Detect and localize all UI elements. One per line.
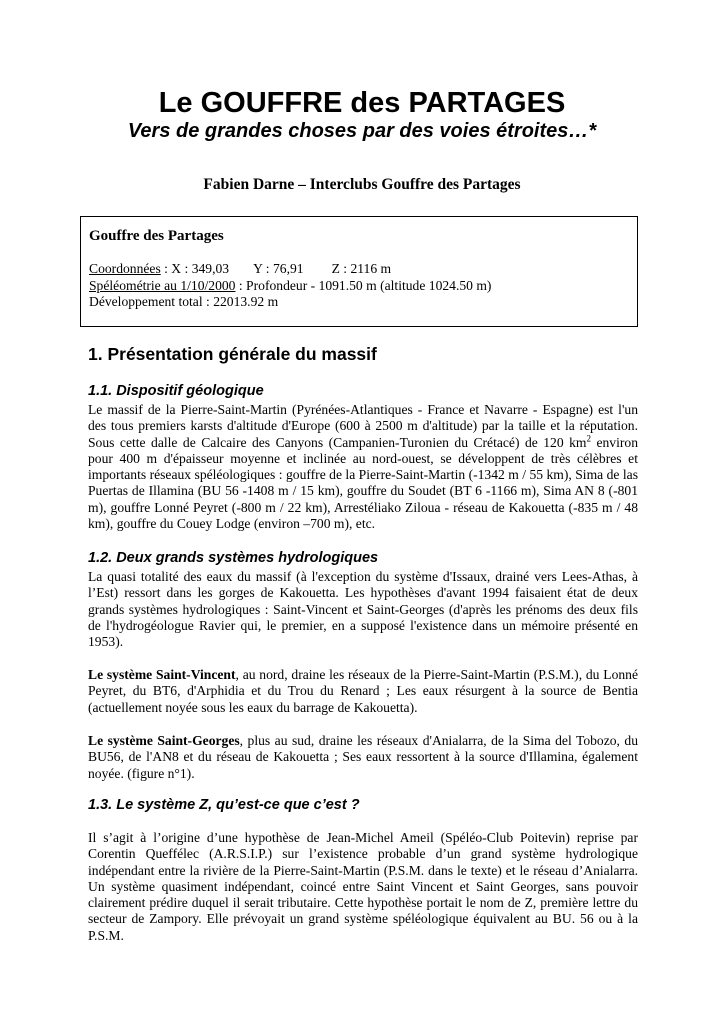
section-1-1-paragraph (88, 402, 638, 532)
saint-georges-label: Le système Saint-Georges (88, 733, 240, 748)
coordinates-line (89, 261, 637, 278)
speleometry-label: Spéléométrie au 1/10/2000 (89, 277, 236, 293)
section-1-2-heading: 1.2. Deux grands systèmes hydrologiques (88, 550, 379, 566)
development-line: Développement total : 22013.92 m (89, 294, 279, 309)
superscript-2: 2 (586, 433, 591, 444)
section-1-2-paragraph-3 (88, 733, 638, 782)
saint-georges-text: , plus au sud, draine les réseaux d'Anialarra, de la Sima del Tobozo, du BU56, de l'AN8 et du réseau de Kakouetta ; Ses eaux ressortent à la source d'Illamina, également noyée. (figure n°1). (88, 733, 638, 781)
section-1-3-heading: 1.3. Le système Z, qu’est-ce que c’est ? (88, 797, 360, 813)
speleometry-value: : Profondeur - 1091.50 m (altitude 1024.50 m) (235, 277, 492, 293)
coordinate-z: Z : 2116 m (331, 261, 392, 276)
section-1-1-text-a: Le massif de la Pierre-Saint-Martin (Pyrénées-Atlantiques - France et Navarre - Espagne) est l'un des tous premiers karsts d'altitude d'Europe (600 à 2500 m d'altitude) par la taille et la réputation. Sous cette dalle de Calcaire des Canyons (Campanien-Turonien du Crétacé) de 120 km (88, 402, 638, 450)
section-1-1-heading: 1.1. Dispositif géologique (88, 383, 264, 399)
cave-info-box (80, 216, 638, 327)
section-1-2-paragraph-2 (88, 667, 638, 716)
saint-vincent-text: , au nord, draine les réseaux de la Pierre-Saint-Martin (P.S.M.), du Lonné Peyret, du BT6, d'Arphidia et du Trou du Renard ; Les eaux résurgent à la source de Bentia (actuellement noyée sous les eaux du barrage de Kakouetta). (88, 667, 638, 715)
speleometry-line (89, 278, 637, 295)
document-subtitle: Vers de grandes choses par des voies étroites…* (127, 120, 597, 142)
saint-vincent-label: Le système Saint-Vincent (88, 667, 236, 682)
section-1-heading: 1. Présentation générale du massif (88, 344, 377, 364)
document-author: Fabien Darne – Interclubs Gouffre des Partages (203, 176, 521, 193)
document-title: Le GOUFFRE des PARTAGES (158, 87, 566, 119)
info-box-title: Gouffre des Partages (89, 228, 224, 244)
coordinate-x: : X : 349,03 (160, 261, 230, 276)
section-1-2-paragraph-1: La quasi totalité des eaux du massif (à l'exception du système d'Issaux, drainé vers Lees-Athas, à l’Est) ressort dans les gorges de Kakouetta. Les hypothèses d'avant 1994 faisaient état de deux grands systèmes hydrologiques : Saint-Vincent et Saint-Georges (d'après les prénoms des deux fils de l'hydrogéologue Ravier qui, le premier, en a supposé l'existence dans un mémoire présenté en 1953). (88, 569, 638, 650)
coordinate-y: Y : 76,91 (253, 261, 304, 276)
section-1-3-paragraph: Il s’agit à l’origine d’une hypothèse de Jean-Michel Ameil (Spéléo-Club Poitevin) reprise par Corentin Queffélec (A.R.S.I.P.) sur l’existence probable d’un grand système hydrologique indépendant entre la rivière de la Pierre-Saint-Martin (P.S.M. dans le texte) et le réseau d’Anialarra. Un système quasiment indépendant, coincé entre Saint Vincent et Saint Georges, sans pouvoir clairement prédire duquel il serait tributaire. Cette hypothèse portait le nom de Z, première lettre du secteur de Zampory. Elle prévoyait un grand système spéléologique équivalent au BU. 56 ou à la P.S.M. (88, 830, 638, 943)
coordinates-label: Coordonnées (89, 261, 161, 276)
section-1-1-text-b: environ pour 400 m d'épaisseur moyenne et inclinée au nord-ouest, se développent de très célèbres et importants réseaux spéléologiques : gouffre de la Pierre-Saint-Martin (-1342 m / 55 km), Sima de las Puertas de Illamina (BU 56 -1408 m / 15 km), gouffre du Soudet (BT 6 -1166 m), Sima AN 8 (-801 m), gouffre Lonné Peyret (-800 m / 22 km), Arrestéliako Ziloua - réseau de Kakouetta (-835 m / 48 km), gouffre du Couey Lodge (environ –700 m), etc. (88, 434, 638, 532)
